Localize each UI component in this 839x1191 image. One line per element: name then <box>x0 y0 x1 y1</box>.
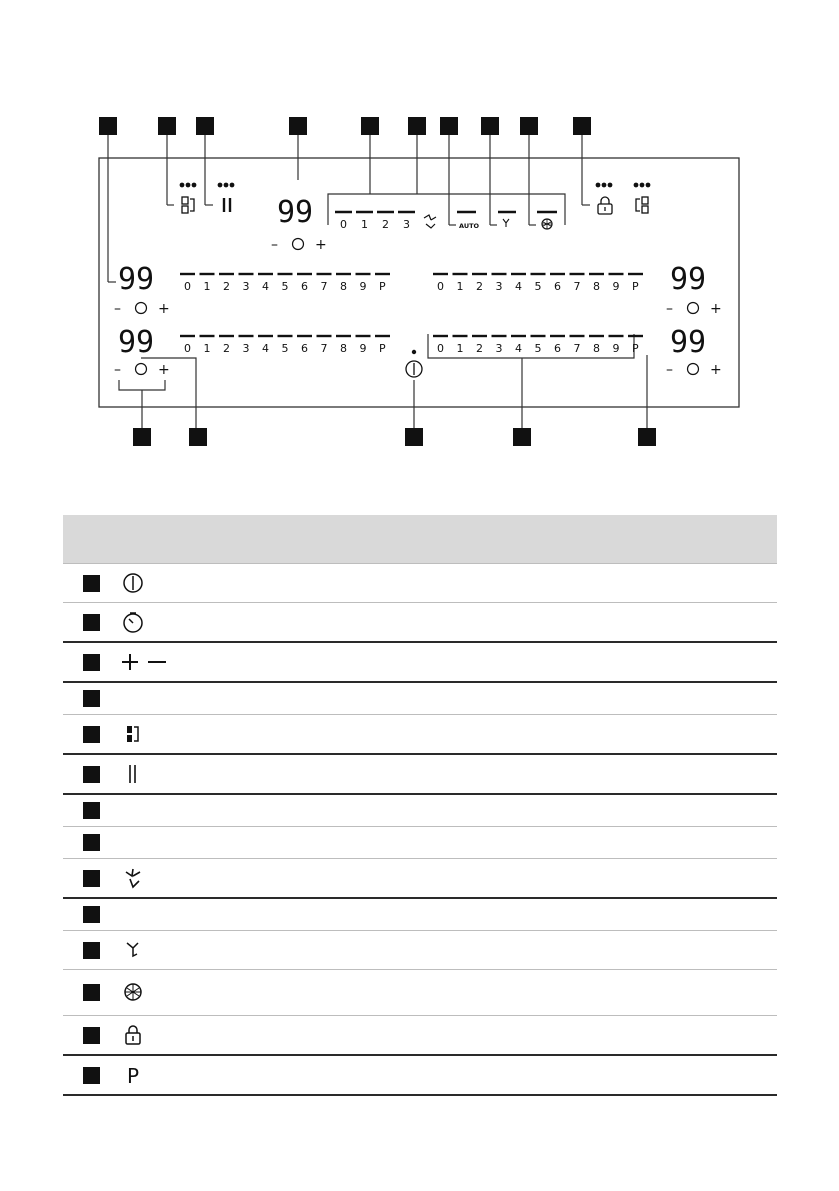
svg-text:–: – <box>114 301 121 317</box>
legend-callout-square <box>83 726 100 743</box>
scale-label: 9 <box>612 280 620 293</box>
auto-mode[interactable] <box>457 212 480 230</box>
svg-text:99: 99 <box>670 325 707 360</box>
scale-label: 7 <box>573 280 581 293</box>
scale-label: 9 <box>359 280 367 293</box>
svg-text:AUTO: AUTO <box>459 222 480 230</box>
bridge-icon-left <box>182 197 194 213</box>
scale-label: 5 <box>534 342 542 355</box>
status-dots <box>180 183 651 355</box>
scale-label: 0 <box>184 280 191 293</box>
segment-display-right-upper <box>670 262 706 297</box>
scale-label: 4 <box>515 280 522 293</box>
scale-left-upper[interactable] <box>180 274 390 293</box>
legend-rows <box>63 563 777 1096</box>
legend-row <box>63 681 777 714</box>
scale-label: 5 <box>281 280 289 293</box>
legend-callout-square <box>83 1067 100 1084</box>
scale-label: 8 <box>340 342 347 355</box>
fan-icon <box>118 863 148 893</box>
control-panel-diagram <box>0 0 839 480</box>
svg-text:+: + <box>710 301 722 317</box>
legend-callout-square <box>83 802 100 819</box>
scale-label: 6 <box>554 342 561 355</box>
lock-icon <box>118 1020 148 1050</box>
segment-display-left-upper <box>118 262 154 297</box>
hob-to-hood-scale[interactable] <box>335 212 415 231</box>
legend-row <box>63 858 777 897</box>
scale-label: 7 <box>573 342 581 355</box>
scale-label: 3 <box>495 280 503 293</box>
timer-controls[interactable] <box>114 237 722 378</box>
legend-row <box>63 826 777 858</box>
svg-text:P: P <box>127 1064 140 1088</box>
hood-scale-label: 1 <box>361 218 368 231</box>
power-boost-icon <box>118 1060 148 1090</box>
bridge-icon-right <box>636 197 648 213</box>
scale-label: 1 <box>456 280 464 293</box>
scale-label: 0 <box>184 342 191 355</box>
legend-row <box>63 714 777 753</box>
segment-display-left-lower <box>118 325 154 360</box>
scale-label: 2 <box>476 280 483 293</box>
legend-callout-square <box>83 906 100 923</box>
timer-control-left-lower <box>114 362 170 378</box>
scale-label: P <box>632 280 639 293</box>
panel-frame <box>99 158 739 407</box>
hood-scale-label: 2 <box>382 218 389 231</box>
scale-label: 6 <box>301 342 308 355</box>
scale-label: 4 <box>515 342 522 355</box>
scale-label: 7 <box>320 280 328 293</box>
svg-text:99: 99 <box>277 195 314 230</box>
svg-text:–: – <box>666 362 673 378</box>
scale-label: 2 <box>476 342 483 355</box>
pause-icon <box>224 198 230 212</box>
legend-row <box>63 1054 777 1096</box>
timer-control-top <box>271 237 327 253</box>
legend-row <box>63 641 777 681</box>
legend-callout-square <box>83 575 100 592</box>
svg-text:+: + <box>158 301 170 317</box>
scale-label: P <box>379 280 386 293</box>
scale-label: 5 <box>281 342 289 355</box>
timer-control-right-lower <box>666 362 722 378</box>
scale-label: 8 <box>593 342 600 355</box>
scale-label: P <box>379 342 386 355</box>
scale-label: 9 <box>612 342 620 355</box>
svg-text:+: + <box>158 362 170 378</box>
lock-icon <box>598 197 612 214</box>
fan-small-icon[interactable] <box>498 212 516 227</box>
scale-label: 3 <box>242 342 250 355</box>
scale-label: 9 <box>359 342 367 355</box>
scale-label: 1 <box>456 342 464 355</box>
legend-row <box>63 793 777 826</box>
legend-callout-square <box>83 1027 100 1044</box>
timer-icon <box>118 607 148 637</box>
svg-text:+: + <box>315 237 327 253</box>
legend-header <box>63 515 777 563</box>
legend-row <box>63 753 777 793</box>
scale-label: 1 <box>203 342 211 355</box>
scale-label: 7 <box>320 342 328 355</box>
scale-label: 0 <box>437 280 444 293</box>
timer-control-right-upper <box>666 301 722 317</box>
svg-text:–: – <box>271 237 278 253</box>
segment-display-right-lower <box>670 325 706 360</box>
hood-scale-label: 3 <box>403 218 410 231</box>
hood-scale-label: 0 <box>340 218 347 231</box>
scale-label: 3 <box>495 342 503 355</box>
timer-control-left-upper <box>114 301 170 317</box>
fan-icon <box>424 215 436 228</box>
grease-filter-icon[interactable] <box>537 212 557 229</box>
scale-label: 8 <box>593 280 600 293</box>
svg-text:–: – <box>666 301 673 317</box>
power-icon <box>118 568 148 598</box>
scale-label: 0 <box>437 342 444 355</box>
legend-callout-square <box>83 834 100 851</box>
scale-label: 5 <box>534 280 542 293</box>
scale-label: 8 <box>340 280 347 293</box>
scale-label: 6 <box>301 280 308 293</box>
fan-small-icon <box>118 935 148 965</box>
segment-display-top-center <box>277 195 313 230</box>
legend-callout-square <box>83 766 100 783</box>
legend-row <box>63 1015 777 1054</box>
scale-label: 4 <box>262 280 269 293</box>
legend-callout-square <box>83 654 100 671</box>
scale-label: 6 <box>554 280 561 293</box>
legend-row <box>63 897 777 930</box>
scale-left-lower[interactable] <box>180 336 390 355</box>
svg-text:–: – <box>114 362 121 378</box>
scale-label: 2 <box>223 342 230 355</box>
legend-row <box>63 563 777 602</box>
svg-text:99: 99 <box>670 262 707 297</box>
legend-callout-square <box>83 690 100 707</box>
legend-row <box>63 930 777 969</box>
legend-table <box>63 515 777 1088</box>
scale-label: 4 <box>262 342 269 355</box>
svg-text:99: 99 <box>118 325 155 360</box>
callout-squares-top <box>99 117 591 135</box>
plus-minus-icon <box>118 647 148 677</box>
scale-right-upper[interactable] <box>433 274 643 293</box>
legend-callout-square <box>83 984 100 1001</box>
scale-label: P <box>632 342 639 355</box>
grease-filter-icon <box>118 978 148 1008</box>
legend-row <box>63 969 777 1015</box>
heat-setting-scales[interactable] <box>180 274 643 355</box>
scale-label: 2 <box>223 280 230 293</box>
scale-right-lower[interactable] <box>433 336 643 355</box>
legend-callout-square <box>83 870 100 887</box>
legend-callout-square <box>83 614 100 631</box>
svg-text:+: + <box>710 362 722 378</box>
callout-squares-bottom <box>133 428 656 446</box>
pause-icon <box>118 759 148 789</box>
bridge-icon <box>118 719 148 749</box>
scale-label: 3 <box>242 280 250 293</box>
scale-label: 1 <box>203 280 211 293</box>
power-button[interactable] <box>406 361 422 377</box>
svg-text:99: 99 <box>118 262 155 297</box>
legend-callout-square <box>83 942 100 959</box>
legend-row <box>63 602 777 641</box>
